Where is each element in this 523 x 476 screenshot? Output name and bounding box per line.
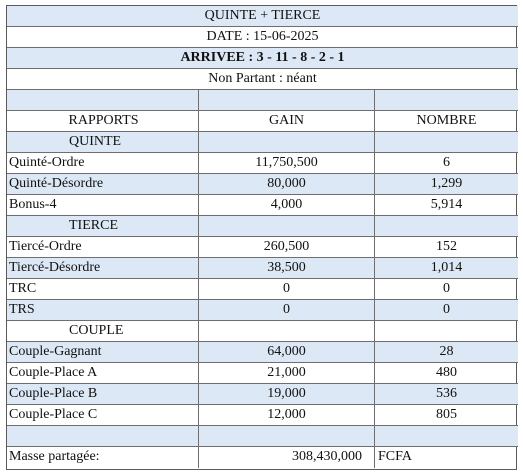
section-header-couple: [7, 321, 518, 342]
winner-count: 805: [375, 405, 518, 426]
bet-type-label: Couple-Place B: [7, 384, 199, 405]
bet-type-label: Couple-Place A: [7, 363, 199, 384]
masse-value: 308,430,000: [199, 447, 375, 468]
bet-type-label: Quinté-Ordre: [7, 153, 199, 174]
winner-count: 0: [375, 300, 518, 321]
bet-type-label: Couple-Gagnant: [7, 342, 199, 363]
bet-type-label: Tiercé-Désordre: [7, 258, 199, 279]
table-row: [7, 300, 518, 321]
table-row: [7, 195, 518, 216]
section-title: TIERCE: [7, 216, 199, 237]
winner-count: 0: [375, 279, 518, 300]
results-table: [6, 5, 517, 470]
gain-value: 19,000: [199, 384, 375, 405]
section-header-quinte: [7, 132, 518, 153]
winner-count: 480: [375, 363, 518, 384]
bet-type-label: Couple-Place C: [7, 405, 199, 426]
gain-value: 0: [199, 279, 375, 300]
bet-type-label: Tiercé-Ordre: [7, 237, 199, 258]
winner-count: 5,914: [375, 195, 518, 216]
gain-value: 21,000: [199, 363, 375, 384]
arrival-row: [7, 48, 518, 69]
winner-count: 536: [375, 384, 518, 405]
empty-cell: [7, 90, 199, 111]
winner-count: 6: [375, 153, 518, 174]
gain-value: 12,000: [199, 405, 375, 426]
table-row: [7, 342, 518, 363]
winner-count: 1,014: [375, 258, 518, 279]
winner-count: 28: [375, 342, 518, 363]
race-date: DATE : 15-06-2025: [7, 27, 518, 48]
gain-header: GAIN: [199, 111, 375, 132]
empty-cell: [199, 90, 375, 111]
non-partant-row: [7, 69, 518, 90]
empty-cell: [199, 216, 375, 237]
bet-type-label: Quinté-Désordre: [7, 174, 199, 195]
arrival-order: ARRIVEE : 3 - 11 - 8 - 2 - 1: [7, 48, 518, 69]
gain-value: 64,000: [199, 342, 375, 363]
empty-cell: [7, 426, 199, 447]
empty-cell: [199, 321, 375, 342]
winner-count: 1,299: [375, 174, 518, 195]
gain-value: 80,000: [199, 174, 375, 195]
empty-cell: [375, 321, 518, 342]
empty-cell: [375, 216, 518, 237]
section-title: QUINTE: [7, 132, 199, 153]
gain-value: 38,500: [199, 258, 375, 279]
spacer-row: [7, 90, 518, 111]
empty-cell: [199, 132, 375, 153]
table-row: [7, 363, 518, 384]
spacer-row: [7, 426, 518, 447]
empty-cell: [199, 426, 375, 447]
non-partant-text: Non Partant : néant: [7, 69, 518, 90]
title-row: [7, 6, 518, 27]
gain-value: 4,000: [199, 195, 375, 216]
table-row: [7, 174, 518, 195]
section-header-tierce: [7, 216, 518, 237]
empty-cell: [375, 132, 518, 153]
gain-value: 260,500: [199, 237, 375, 258]
table-row: [7, 153, 518, 174]
masse-label: Masse partagée:: [7, 447, 199, 468]
section-title: COUPLE: [7, 321, 199, 342]
bet-type-label: TRC: [7, 279, 199, 300]
bet-type-label: Bonus-4: [7, 195, 199, 216]
table-row: [7, 405, 518, 426]
table-row: [7, 279, 518, 300]
winner-count: 152: [375, 237, 518, 258]
table-row: [7, 258, 518, 279]
rapports-header: RAPPORTS: [7, 111, 199, 132]
column-header-row: [7, 111, 518, 132]
gain-value: 0: [199, 300, 375, 321]
table-row: [7, 384, 518, 405]
bet-type-label: TRS: [7, 300, 199, 321]
empty-cell: [375, 90, 518, 111]
currency-label: FCFA: [378, 449, 412, 464]
date-row: [7, 27, 518, 48]
empty-cell: [375, 426, 518, 447]
masse-row: [7, 447, 518, 469]
race-title: QUINTE + TIERCE: [7, 6, 518, 27]
table-row: [7, 237, 518, 258]
gain-value: 11,750,500: [199, 153, 375, 174]
nombre-header: NOMBRE: [375, 111, 518, 132]
